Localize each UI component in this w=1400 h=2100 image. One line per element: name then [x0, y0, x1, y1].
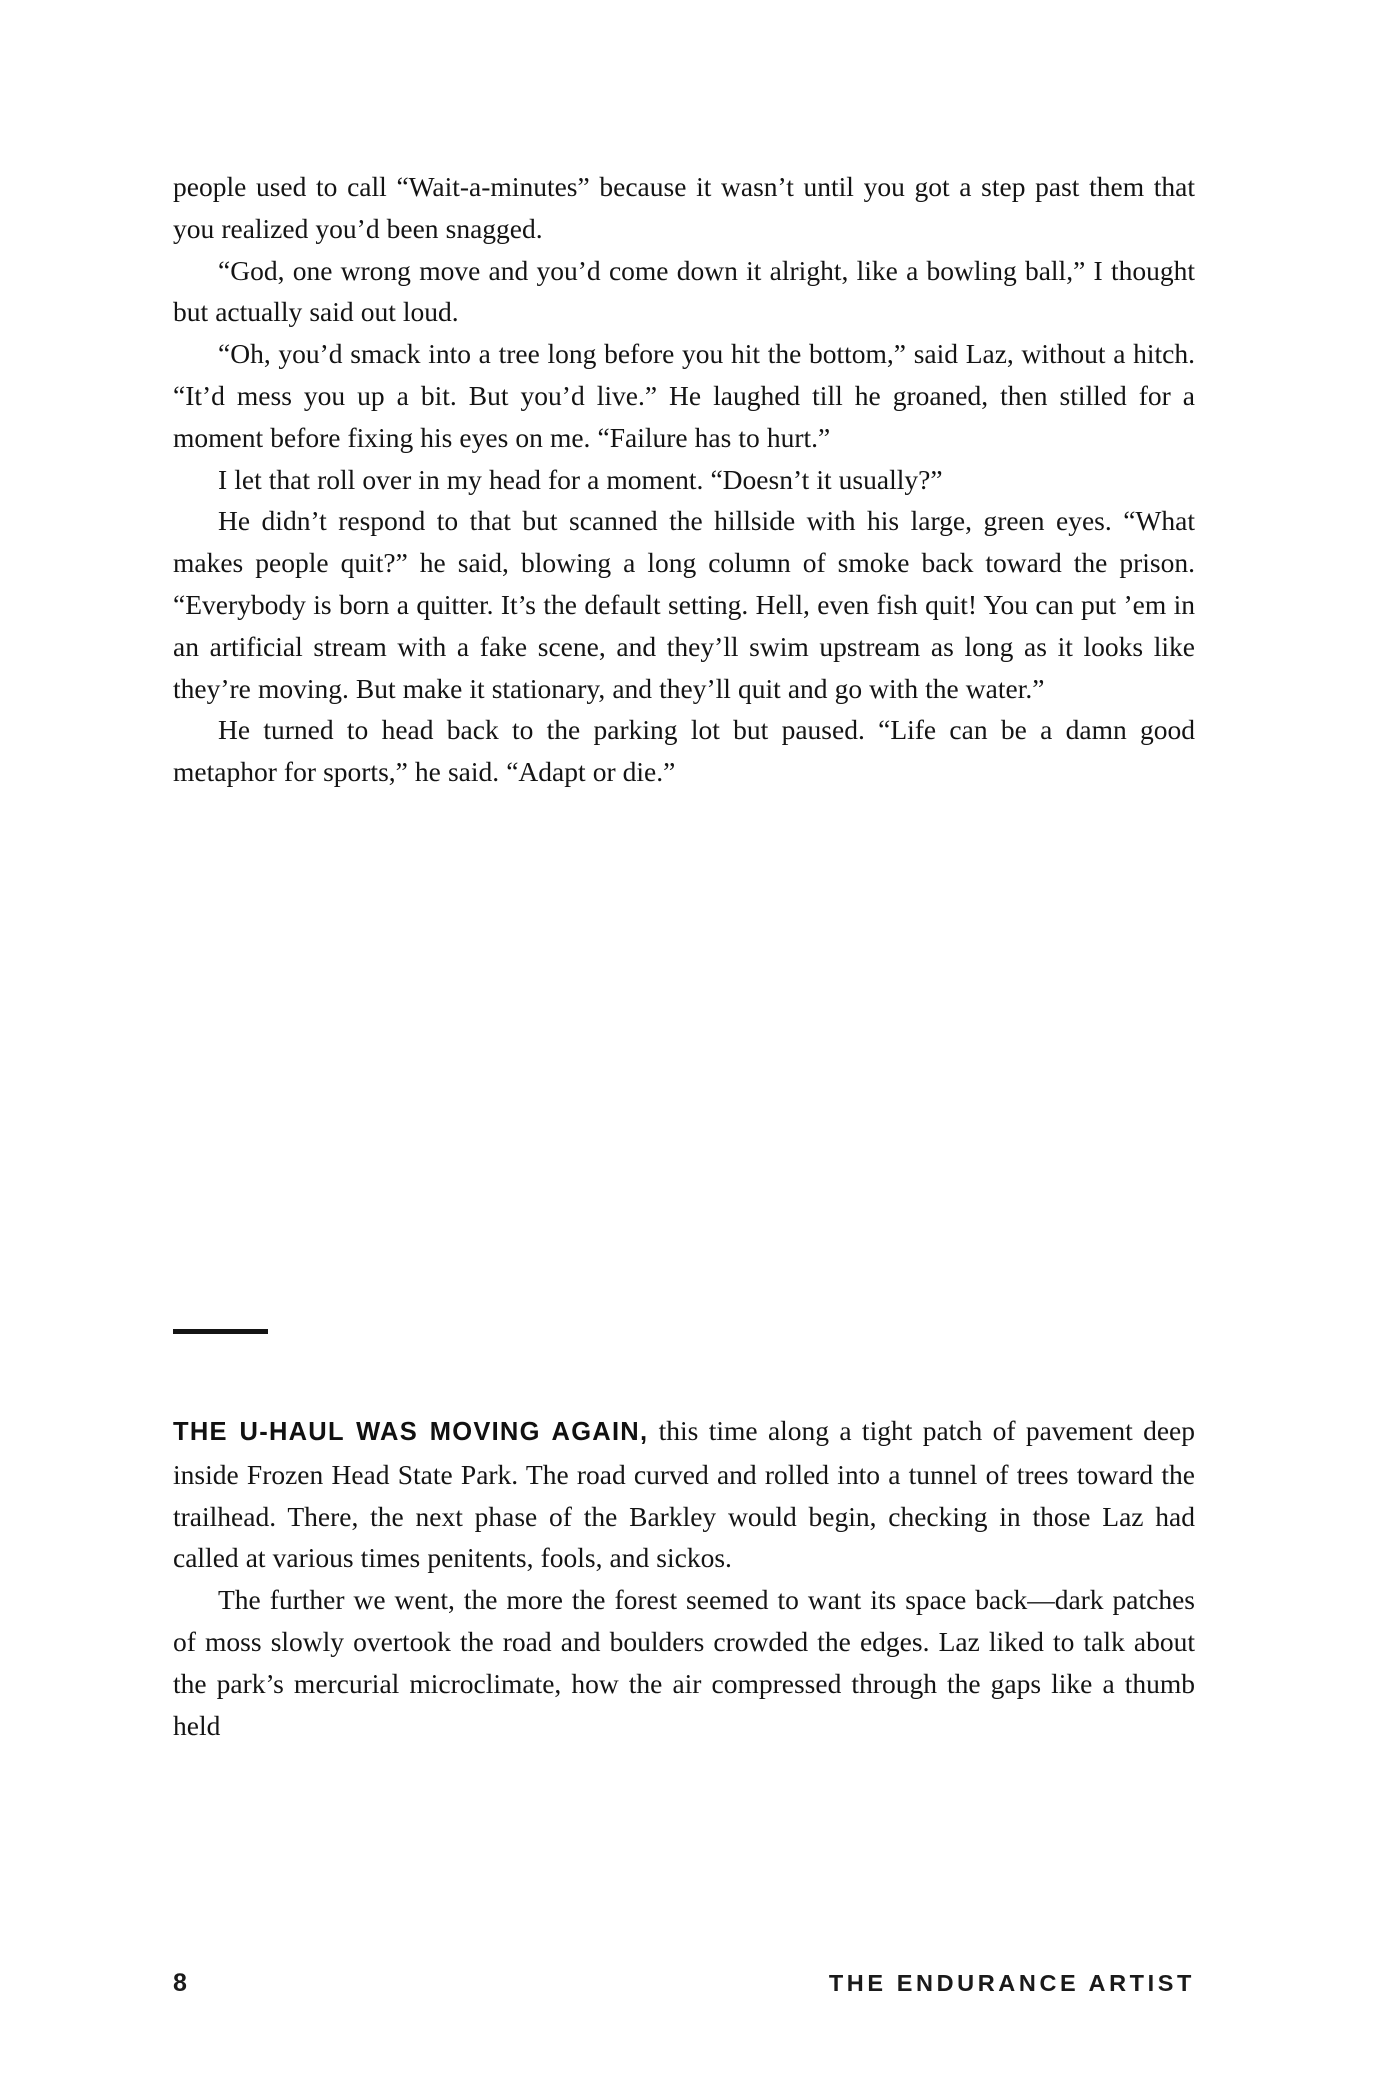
paragraph-continuation: this time along a tight patch of pavement deep inside Frozen Head State Park. The road curved and rolled into a tunnel of trees toward the trailhead. There, the next phase of the Barkley would begin, checking in those Laz had called at various times penitents, fools, and sickos.	[173, 1415, 1195, 1574]
paragraph: He turned to head back to the parking lot but paused. “Life can be a damn good metaphor for sports,” he said. “Adapt or die.”	[173, 714, 1195, 788]
paragraph-with-lead-in	[173, 1410, 1195, 1579]
paragraph: “God, one wrong move and you’d come down it alright, like a bowling ball,” I thought but actually said out loud.	[173, 254, 1195, 328]
section-break-rule	[173, 1329, 268, 1334]
running-title: THE ENDURANCE ARTIST	[828, 1970, 1195, 1996]
paragraph: people used to call “Wait-a-minutes” because it wasn’t until you got a step past them that you realized you’d been snagged.	[173, 171, 1195, 244]
paragraph: I let that roll over in my head for a moment. “Doesn’t it usually?”	[218, 463, 943, 495]
section-one-text-column	[173, 166, 1195, 793]
section-lead-in: THE U-HAUL WAS MOVING AGAIN,	[173, 1418, 649, 1446]
page-footer	[173, 1966, 1195, 2006]
paragraph: He didn’t respond to that but scanned the hillside with his large, green eyes. “What makes people quit?” he said, blowing a long column of smoke back toward the prison. “Everybody is born a quitter. It’s the default setting. Hell, even fish quit! You can put ’em in an artificial stream with a fake scene, and they’ll swim upstream as long as it looks like they’re moving. But make it stationary, and they’ll quit and go with the water.”	[173, 505, 1195, 704]
page-number: 8	[173, 1969, 188, 1997]
paragraph: “Oh, you’d smack into a tree long before you hit the bottom,” said Laz, without a hitch. “It’d mess you up a bit. But you’d live.” He laughed till he groaned, then stilled for a moment before fixing his eyes on me. “Failure has to hurt.”	[173, 338, 1195, 453]
paragraph: The further we went, the more the forest seemed to want its space back—dark patches of moss slowly overtook the road and boulders crowded the edges. Laz liked to talk about the park’s mercurial microclimate, how the air compressed through the gaps like a thumb held	[173, 1584, 1195, 1741]
section-two-text-column	[173, 1410, 1195, 1746]
